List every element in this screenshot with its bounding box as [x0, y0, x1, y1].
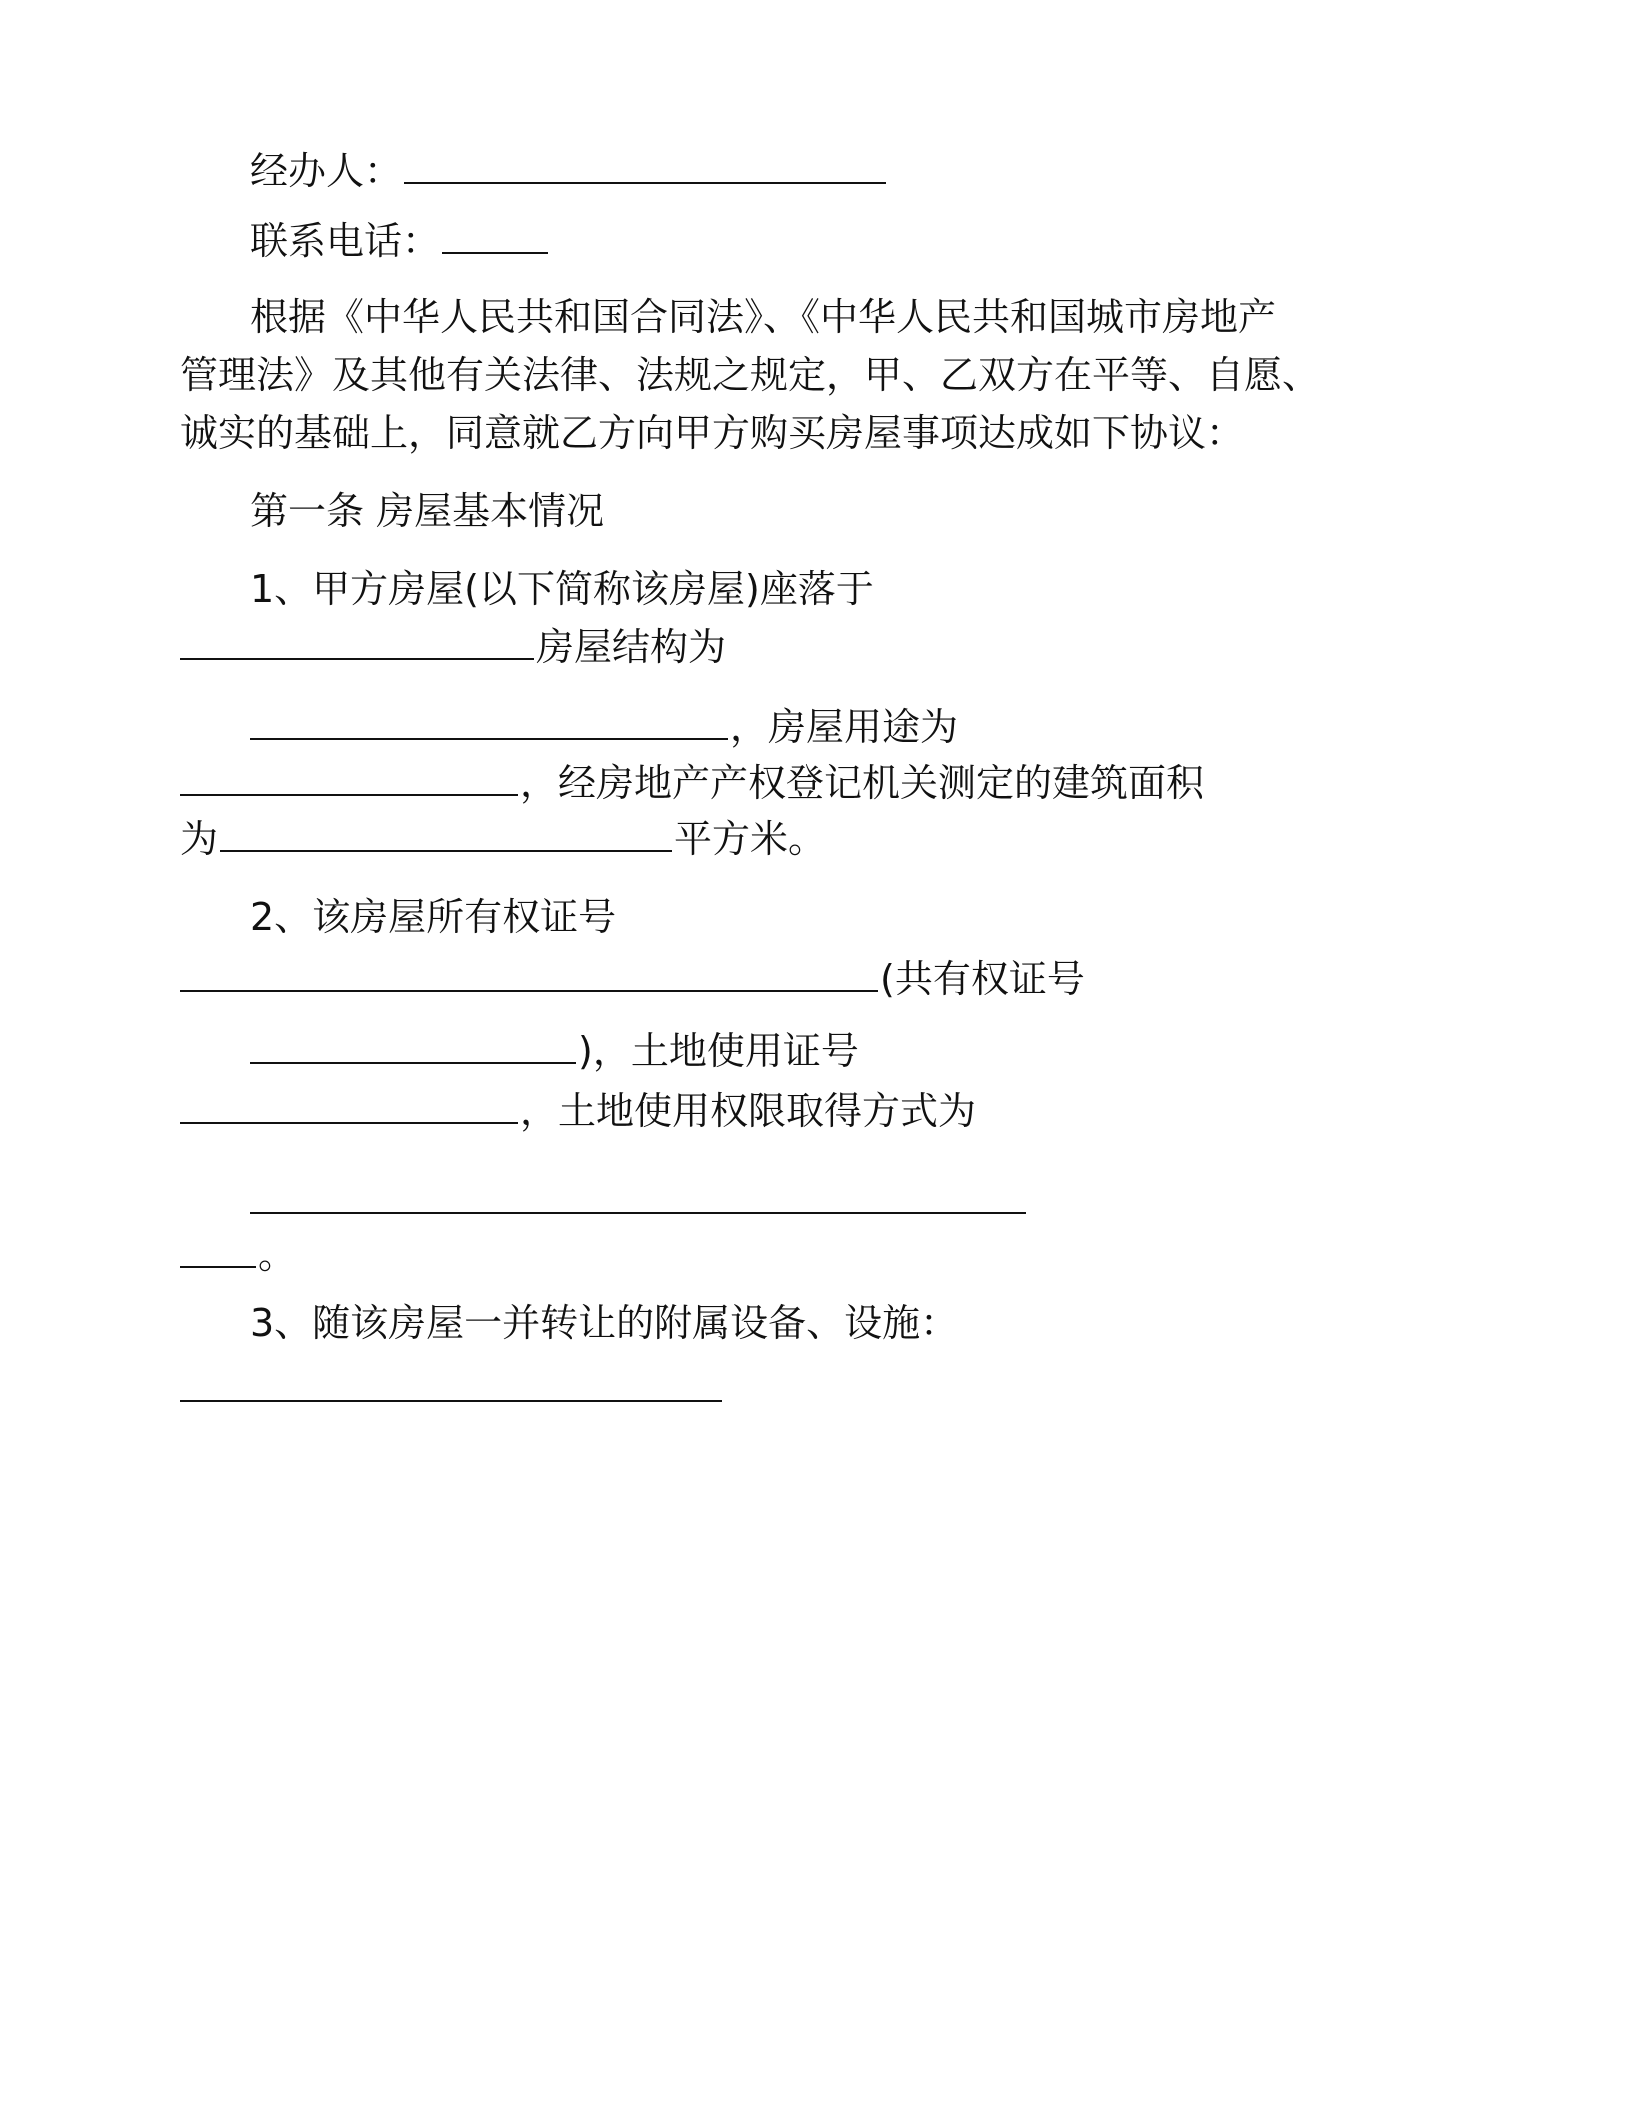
preamble-line-1: 根据《中华人民共和国合同法》、《中华人民共和国城市房地产 — [250, 295, 1277, 339]
land-method-label: ，土地使用权限取得方式为 — [520, 1089, 977, 1133]
coowner-blank[interactable] — [250, 1032, 576, 1064]
article1-title: 第一条 房屋基本情况 — [250, 489, 605, 533]
land-cert-blank[interactable] — [180, 1092, 518, 1124]
preamble-line-3: 诚实的基础上，同意就乙方向甲方购买房屋事项达成如下协议： — [180, 411, 1245, 455]
area-text: ，经房地产产权登记机关测定的建筑面积 — [520, 761, 1205, 805]
land-cert-label: )，土地使用证号 — [578, 1029, 859, 1073]
phone-blank[interactable] — [442, 222, 548, 254]
ownership-cert-blank[interactable] — [180, 960, 878, 992]
handler-label: 经办人： — [250, 149, 403, 193]
phone-line — [250, 218, 550, 264]
location-blank[interactable] — [180, 628, 534, 660]
area-unit: 平方米。 — [674, 817, 827, 861]
area-prefix: 为 — [180, 817, 219, 861]
item2-land-method-line — [180, 1088, 976, 1134]
item2-end: 。 — [258, 1233, 297, 1277]
item1-structure-line — [180, 624, 726, 670]
item1-area-value-line — [180, 816, 826, 862]
item3-line-1: 3、随该房屋一并转让的附属设备、设施： — [250, 1301, 959, 1345]
item2-land-cert-line — [250, 1028, 859, 1074]
item2-line-1: 2、该房屋所有权证号 — [250, 895, 617, 939]
area-blank[interactable] — [220, 820, 672, 852]
item2-end-line — [180, 1232, 296, 1278]
preamble-line-2: 管理法》及其他有关法律、法规之规定，甲、乙双方在平等、自愿、 — [180, 353, 1321, 397]
structure-blank[interactable] — [250, 708, 728, 740]
facilities-blank[interactable] — [180, 1370, 722, 1402]
item2-coowner-line — [180, 956, 1085, 1002]
item3-blank-line — [180, 1366, 724, 1412]
item1-line-1: 1、甲方房屋(以下简称该房屋)座落于 — [250, 567, 874, 611]
coowner-label: (共有权证号 — [880, 957, 1085, 1001]
item2-method-blank-line — [250, 1178, 1028, 1224]
land-method-blank-cont[interactable] — [180, 1236, 256, 1268]
handler-blank[interactable] — [404, 152, 886, 184]
handler-line — [250, 148, 888, 194]
land-method-blank[interactable] — [250, 1182, 1026, 1214]
item1-area-line — [180, 760, 1204, 806]
item1-usage-line — [250, 704, 958, 750]
structure-label: 房屋结构为 — [536, 625, 727, 669]
usage-blank[interactable] — [180, 764, 518, 796]
usage-label: ，房屋用途为 — [730, 705, 959, 749]
phone-label: 联系电话： — [250, 219, 441, 263]
